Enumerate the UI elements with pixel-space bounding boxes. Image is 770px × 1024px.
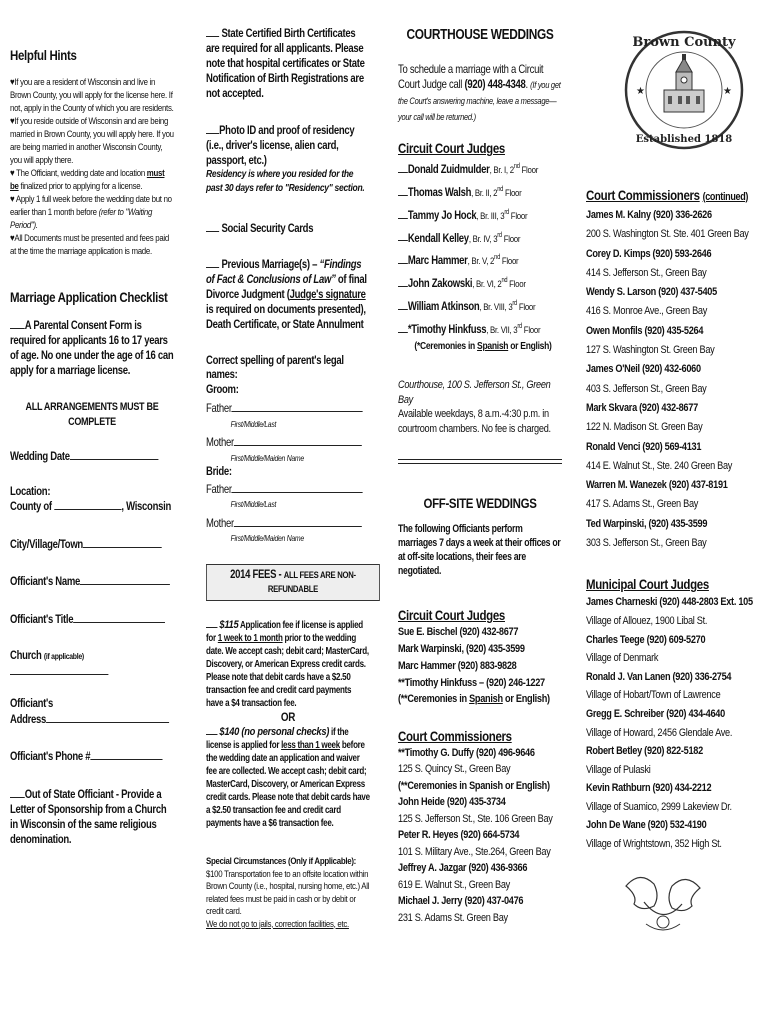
check-line bbox=[398, 299, 408, 310]
offsite-weddings-title: OFF-SITE WEDDINGS bbox=[423, 495, 537, 512]
offsite-description: The following Officiants perform marriages 7 days a week at their offices or at off-site locations, their fees are negotiated. bbox=[398, 523, 561, 578]
judge-item: Tammy Jo Hock, Br. III, 3rd Floor bbox=[398, 203, 562, 226]
commissioner-name: Peter R. Heyes (920) 664-5734 bbox=[398, 829, 520, 842]
bride-label: Bride: bbox=[206, 465, 232, 478]
commissioner-name: James O'Neil (920) 432-6060 bbox=[586, 363, 701, 376]
commissioner-address: 122 N. Madison St. Green Bay bbox=[586, 421, 703, 434]
check-line bbox=[398, 185, 408, 196]
commissioner-address: 619 E. Walnut St., Green Bay bbox=[398, 878, 510, 891]
commissioner-address: 403 S. Jefferson St., Green Bay bbox=[586, 382, 707, 395]
commissioner-name: Mark Skvara (920) 432-8677 bbox=[586, 401, 698, 414]
municipal-judge-address: Village of Denmark bbox=[586, 652, 659, 665]
fees-box-header: 2014 FEES - ALL FEES ARE NON-REFUNDABLE bbox=[206, 564, 380, 601]
heart-icon: ♥ bbox=[10, 194, 16, 205]
commissioner-address: 231 S. Adams St. Green Bay bbox=[398, 911, 508, 924]
judge-item: John Zakowski, Br. VI, 2nd Floor bbox=[398, 271, 562, 294]
fee-115: $115 Application fee if license is applied for 1 week to 1 month prior to the wedding date. We accept cash; debit card; MasterCard, Discovery, or American Express credit cards. Please note that debit cards have a $2.50 transaction fee and credit card payments have a $4 transaction fee. bbox=[206, 618, 369, 709]
column-documents-fees bbox=[206, 0, 370, 931]
residency-note: Residency is where you resided for the past 30 days refer to "Residency" section. bbox=[206, 169, 365, 194]
officiant-address-field[interactable]: Address bbox=[10, 712, 174, 728]
judge-item: *Timothy Hinkfuss, Br. VII, 3rd Floor bbox=[398, 317, 562, 340]
municipal-judge-address: Village of Allouez, 1900 Libal St. bbox=[586, 614, 708, 627]
church-field[interactable]: Church (if applicable) bbox=[10, 649, 174, 679]
courthouse-address: Courthouse, 100 S. Jefferson St., Green Bay bbox=[398, 379, 551, 406]
commissioner-address: 414 E. Walnut St., Ste. 240 Green Bay bbox=[586, 459, 733, 472]
parents-names-title: Correct spelling of parent's legal names: bbox=[206, 353, 344, 381]
municipal-judge-name: Kevin Rathburn (920) 434-2212 bbox=[586, 782, 712, 795]
commissioner-name: **Timothy G. Duffy (920) 496-9646 bbox=[398, 746, 535, 759]
judge-item: William Atkinson, Br. VIII, 3rd Floor bbox=[398, 294, 562, 317]
hint-resident-wisconsin: ♥If you are a resident of Wisconsin and live in Brown County, you will apply for the license here. If not, apply in the County of which you are residents. bbox=[10, 77, 174, 114]
heart-icon: ♥ bbox=[10, 233, 15, 244]
column-helpful-hints bbox=[10, 0, 174, 847]
municipal-judge-address: Village of Suamico, 2999 Lakeview Dr. bbox=[586, 800, 732, 813]
commissioner-name: (**Ceremonies in Spanish or English) bbox=[398, 779, 550, 792]
commissioner-name: Warren M. Wanezek (920) 437-8191 bbox=[586, 479, 728, 492]
arrangements-notice: ALL ARRANGEMENTS MUST BE COMPLETE bbox=[25, 401, 159, 428]
offsite-judge-item: Mark Warpinski, (920) 435-3599 bbox=[398, 643, 525, 656]
column-courthouse-weddings bbox=[398, 0, 562, 926]
divider bbox=[398, 459, 562, 464]
officiant-address-label: Officiant's bbox=[10, 697, 53, 710]
first-middle-maiden-caption: First/Middle/Maiden Name bbox=[230, 533, 304, 543]
photo-id: Photo ID and proof of residency (i.e., driver's license, alien card, passport, etc.) bbox=[206, 124, 355, 167]
previous-marriages: Previous Marriage(s) – “Findings of Fact & Conclusions of Law” of final Divorce Judgment (Judge's signature is required on documents presented), Death Certificate, or State Annulment bbox=[206, 257, 367, 331]
doves-icon bbox=[616, 866, 710, 940]
municipal-judge-name: Gregg E. Schreiber (920) 434-4640 bbox=[586, 707, 725, 720]
fee-140: $140 (no personal checks) if the license is applied for less than 1 week before the wedding date an application and waiver fee are collected. We accept cash; debit card; MasterCard, Discovery, or American Express credit cards. Please note that debit cards have a $2.50 transaction fee and credit card payments have a $6 transaction fee. bbox=[206, 726, 370, 829]
courthouse-weddings-title: COURTHOUSE WEDDINGS bbox=[406, 27, 554, 43]
first-middle-maiden-caption: First/Middle/Maiden Name bbox=[230, 452, 304, 463]
svg-text:Brown County: Brown County bbox=[632, 35, 736, 50]
commissioner-address: 303 S. Jefferson St., Green Bay bbox=[586, 537, 707, 550]
commissioner-name: Owen Monfils (920) 435-5264 bbox=[586, 324, 704, 337]
municipal-judge-address: Village of Howard, 2456 Glendale Ave. bbox=[586, 726, 733, 739]
check-line bbox=[398, 253, 408, 264]
or-separator: OR bbox=[280, 709, 296, 724]
commissioners-list bbox=[398, 745, 562, 927]
helpful-hints-title: Helpful Hints bbox=[10, 47, 77, 63]
bride-mother-field[interactable]: Mother bbox=[206, 516, 370, 532]
wedding-date-field[interactable]: Wedding Date bbox=[10, 449, 174, 465]
commissioner-name: Ted Warpinski, (920) 435-3599 bbox=[586, 517, 708, 530]
commissioner-address: 101 S. Military Ave., Ste.264, Green Bay bbox=[398, 845, 551, 858]
municipal-judge-name: James Charneski (920) 448-2803 Ext. 105 bbox=[586, 596, 753, 609]
judge-item: Donald Zuidmulder, Br. I, 2nd Floor bbox=[398, 157, 562, 180]
commissioner-name: Jeffrey A. Jazgar (920) 436-9366 bbox=[398, 862, 528, 875]
judge-item: Thomas Walsh, Br. II, 2nd Floor bbox=[398, 180, 562, 203]
parental-consent: A Parental Consent Form is required for applicants 16 to 17 years of age. No one under the age of 16 can apply for a marriage license. bbox=[10, 319, 174, 377]
commissioners-continued-list bbox=[586, 206, 757, 553]
hint-officiant: ♥ The Officiant, wedding date and location must be finalized prior to applying for a license. bbox=[10, 168, 165, 192]
brown-county-seal-logo bbox=[622, 28, 746, 152]
check-line bbox=[398, 230, 408, 241]
municipal-judge-address: Village of Hobart/Town of Lawrence bbox=[586, 689, 721, 702]
commissioner-name: Corey D. Kimps (920) 593-2646 bbox=[586, 247, 712, 260]
commissioner-address: 416 S. Monroe Ave., Green Bay bbox=[586, 305, 708, 318]
jails-note: We do not go to jails, correction facilities, etc. bbox=[206, 918, 349, 930]
special-circumstances: Special Circumstances (Only if Applicable): $100 Transportation fee to an offsite location within Brown County (i.e., hospital, nursing home, etc.) All related fees must be paid in cash or by debit or credit card. bbox=[206, 856, 370, 917]
hint-documents: ♥All Documents must be presented and fees paid at the time the marriage application is made. bbox=[10, 233, 169, 257]
schedule-marriage: To schedule a marriage with a Circuit Court Judge call (920) 448-4348. (If you get the Court's answering machine, leave a message—your call will be returned.) bbox=[398, 63, 561, 122]
commissioner-address: 125 S. Jefferson St., Ste. 106 Green Bay bbox=[398, 812, 553, 825]
check-line bbox=[398, 162, 408, 173]
commissioner-name: Wendy S. Larson (920) 437-5405 bbox=[586, 286, 717, 299]
ceremonies-note: (*Ceremonies in Spanish or English) bbox=[414, 340, 552, 352]
municipal-judge-name: John De Wane (920) 532-4190 bbox=[586, 819, 707, 832]
commissioner-name: Ronald Venci (920) 569-4131 bbox=[586, 440, 702, 453]
hint-outside-wisconsin: ♥If you reside outside of Wisconsin and are being married in Brown County, you will apply here. If you are being married in another Wisconsin County, you will apply there. bbox=[10, 116, 174, 166]
birth-certificates: State Certified Birth Certificates are required for all applicants. Please note that hospital certificates or State Notification of Birth Registrations are not accepted. bbox=[206, 27, 365, 100]
officiant-name-field[interactable]: Officiant's Name bbox=[10, 574, 174, 590]
municipal-judge-name: Ronald J. Van Lanen (920) 336-2754 bbox=[586, 670, 732, 683]
svg-text:★: ★ bbox=[636, 86, 645, 97]
judges-list bbox=[398, 157, 562, 340]
check-line bbox=[398, 322, 408, 333]
offsite-judge-item: Sue E. Bischel (920) 432-8677 bbox=[398, 626, 519, 639]
check-line bbox=[398, 276, 408, 287]
offsite-ceremonies-note: (**Ceremonies in Spanish or English) bbox=[398, 693, 550, 706]
municipal-judges-list bbox=[586, 593, 757, 853]
svg-text:Established 1818: Established 1818 bbox=[635, 134, 733, 145]
commissioner-name: Michael J. Jerry (920) 437-0476 bbox=[398, 895, 524, 908]
commissioner-name: James M. Kalny (920) 336-2626 bbox=[586, 209, 712, 221]
heart-icon: ♥ bbox=[10, 77, 15, 88]
checklist-title: Marriage Application Checklist bbox=[10, 289, 168, 305]
social-security: Social Security Cards bbox=[206, 221, 370, 237]
municipal-judge-name: Charles Teege (920) 609-5270 bbox=[586, 633, 706, 646]
bride-father-field[interactable]: Father bbox=[206, 482, 370, 498]
municipal-judges-title: Municipal Court Judges bbox=[586, 576, 709, 593]
offsite-judge-item: **Timothy Hinkfuss – (920) 246-1227 bbox=[398, 677, 545, 690]
heart-icon: ♥ bbox=[10, 168, 17, 179]
commissioner-address: 125 S. Quincy St., Green Bay bbox=[398, 763, 511, 776]
groom-mother-field[interactable]: Mother bbox=[206, 435, 370, 451]
first-middle-last-caption: First/Middle/Last bbox=[230, 499, 277, 509]
circuit-judges-title: Circuit Court Judges bbox=[398, 140, 505, 156]
offsite-judges-list bbox=[398, 624, 562, 692]
commissioner-address: 127 S. Washington St. Green Bay bbox=[586, 344, 715, 357]
groom-label: Groom: bbox=[206, 382, 239, 396]
groom-father-field[interactable]: Father bbox=[206, 401, 370, 417]
judge-item: Marc Hammer, Br. V, 2nd Floor bbox=[398, 248, 562, 271]
court-commissioners-continued-title: Court Commissioners (continued) bbox=[586, 187, 749, 203]
check-line bbox=[398, 208, 408, 219]
municipal-judge-address: Village of Pulaski bbox=[586, 763, 651, 776]
first-middle-last-caption: First/Middle/Last bbox=[230, 418, 277, 429]
officiant-phone-field[interactable]: Officiant's Phone # bbox=[10, 749, 174, 765]
commissioner-name: John Heide (920) 435-3734 bbox=[398, 796, 506, 809]
officiant-title-field[interactable]: Officiant's Title bbox=[10, 612, 174, 628]
hint-apply-week: ♥ Apply 1 full week before the wedding date but no earlier than 1 month before (refer to "Waiting Period"). bbox=[10, 194, 172, 231]
court-commissioners-title: Court Commissioners bbox=[398, 727, 512, 744]
judge-item: Kendall Kelley, Br. IV, 3rd Floor bbox=[398, 226, 562, 249]
location-label: Location: bbox=[10, 484, 51, 498]
commissioner-address: 414 S. Jefferson St., Green Bay bbox=[586, 266, 707, 279]
commissioner-address: 417 S. Adams St., Green Bay bbox=[586, 498, 699, 511]
svg-text:★: ★ bbox=[723, 86, 732, 97]
commissioner-address: 200 S. Washington St. Ste. 401 Green Bay bbox=[586, 228, 749, 241]
county-field[interactable]: County of , Wisconsin bbox=[10, 500, 171, 513]
municipal-judge-name: Robert Betley (920) 822-5182 bbox=[586, 745, 703, 758]
available-hours: Available weekdays, 8 a.m.-4:30 p.m. in courtroom chambers. No fee is charged. bbox=[398, 408, 551, 436]
heart-icon: ♥ bbox=[10, 116, 15, 127]
out-of-state-officiant: Out of State Officiant - Provide a Letter of Sponsorship from a Church in Wisconsin of the same religious denomination. bbox=[10, 787, 167, 846]
municipal-judge-address: Village of Wrightstown, 352 High St. bbox=[586, 838, 722, 851]
city-field[interactable]: City/Village/Town bbox=[10, 537, 174, 553]
circuit-judges-offsite-title: Circuit Court Judges bbox=[398, 607, 505, 624]
offsite-judge-item: Marc Hammer (920) 883-9828 bbox=[398, 660, 517, 673]
